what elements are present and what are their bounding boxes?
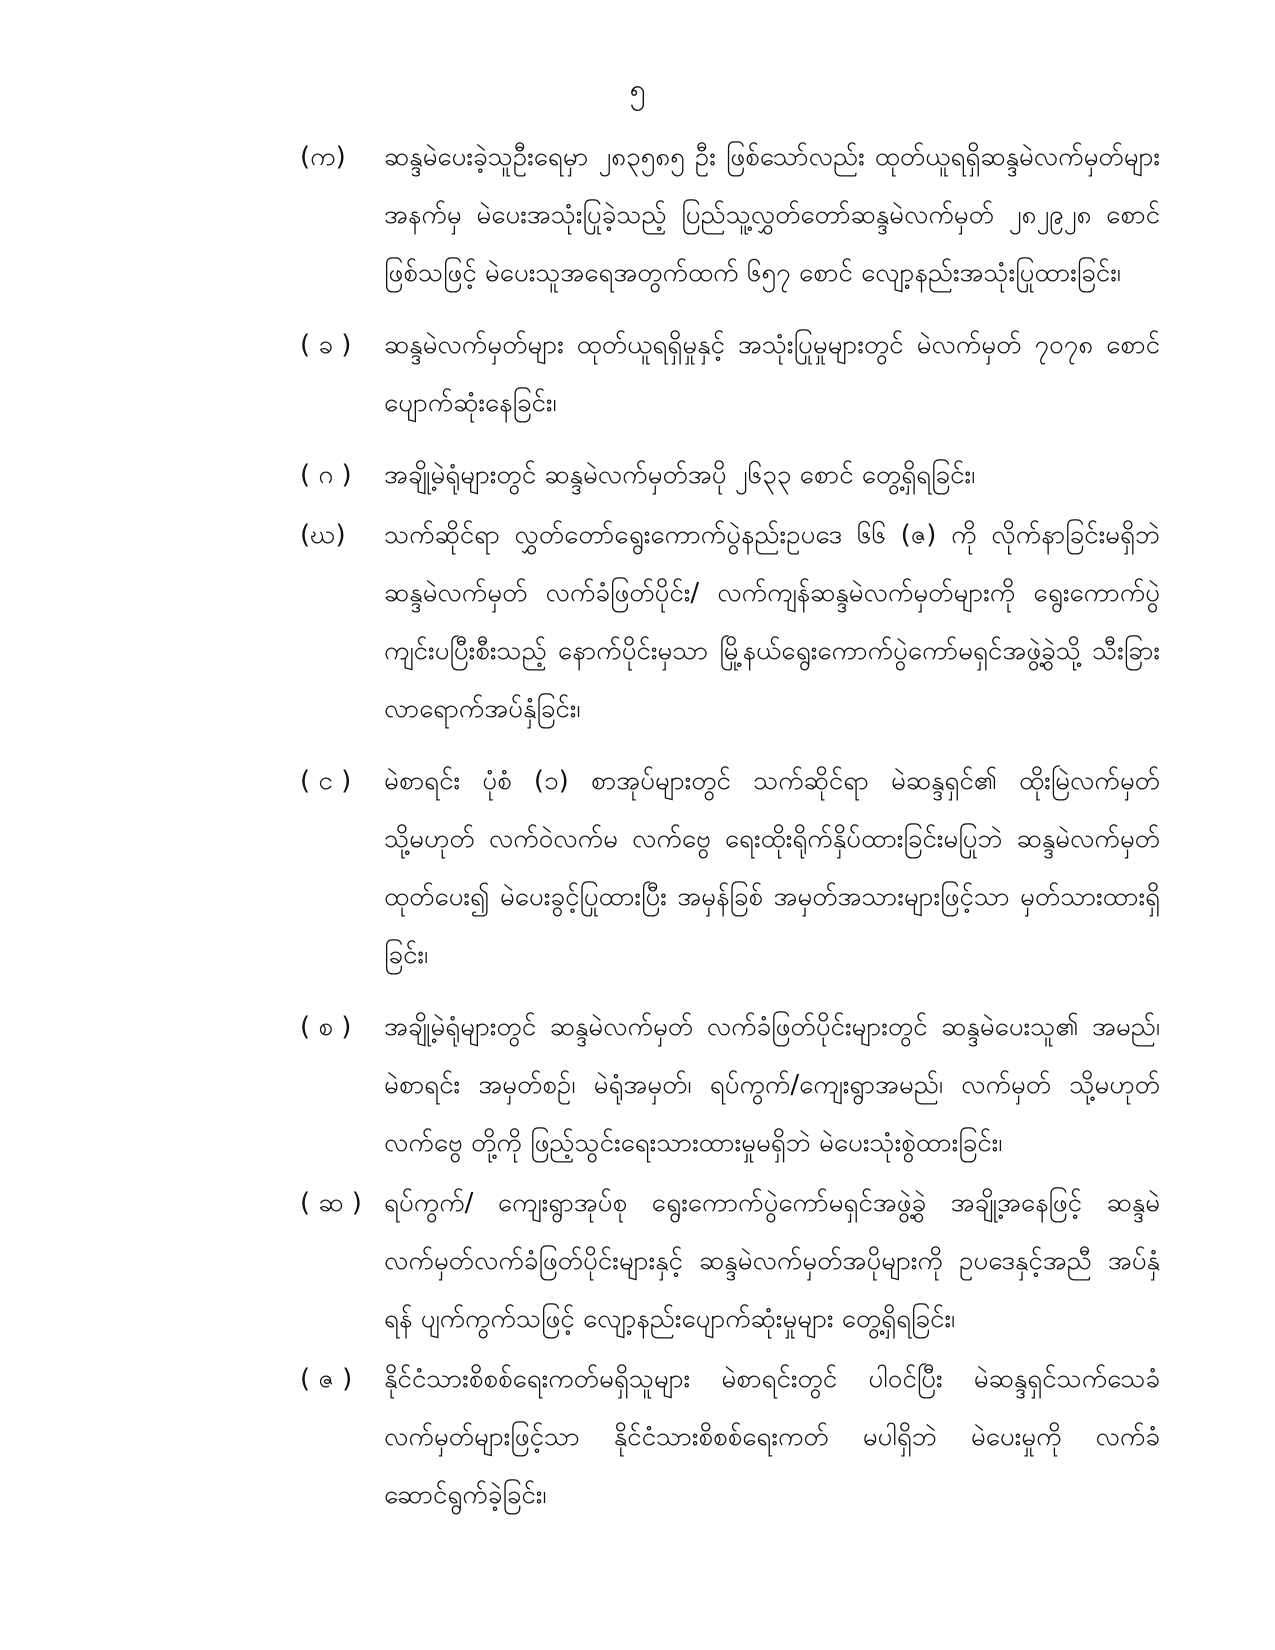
item-text: အချို့မဲရုံများတွင် ဆန္ဒမဲလက်မှတ် လက်ခံဖြတ်ပိုင်းများတွင် ဆန္ဒမဲပေးသူ၏ အမည်၊ မဲစာရင်း အမှတ်စဉ်၊ မဲရုံအမှတ်၊ ရပ်ကွက်/ကျေးရွာအမည်၊ လက်မှတ် သို့မဟုတ် လက်ဗွေ တို့ကို ဖြည့်သွင်းရေးသားထားမှုမရှိဘဲ မဲပေးသုံးစွဲထားခြင်း၊ xyxy=(384,1012,1160,1158)
item-text: သက်ဆိုင်ရာ လွှတ်တော်ရွေးကောက်ပွဲနည်းဥပဒေ ၆၆ (ဇ) ကို လိုက်နာခြင်းမရှိဘဲ ဆန္ဒမဲလက်မှတ် လက်ခံဖြတ်ပိုင်း/ လက်ကျန်ဆန္ဒမဲလက်မှတ်များကို ရွေးကောက်ပွဲကျင်းပပြီးစီးသည့် နောက်ပိုင်းမှသာ မြို့နယ်ရွေးကောက်ပွဲကော်မရှင်အဖွဲ့ခွဲသို့ သီးခြားလာရောက်အပ်နှံခြင်း၊ xyxy=(384,520,1160,724)
list-item xyxy=(300,998,1160,1172)
item-label: (က) xyxy=(300,142,346,172)
list-item xyxy=(300,128,1160,302)
item-text: ရပ်ကွက်/ ကျေးရွာအုပ်စု ရွေးကောက်ပွဲကော်မရှင်အဖွဲ့ခွဲ အချို့အနေဖြင့် ဆန္ဒမဲလက်မှတ်လက်ခံဖြတ်ပိုင်းများနှင့် ဆန္ဒမဲလက်မှတ်အပိုများကို ဥပဒေနှင့်အညီ အပ်နှံရန် ပျက်ကွက်သဖြင့် လျော့နည်းပျောက်ဆုံးမှုများ တွေ့ရှိရခြင်း၊ xyxy=(384,1188,1160,1334)
item-text: ဆန္ဒမဲလက်မှတ်များ ထုတ်ယူရရှိမှုနှင့် အသုံးပြုမှုများတွင် မဲလက်မှတ် ၇၀၇၈ စောင် ပျောက်ဆုံးနေခြင်း၊ xyxy=(384,330,1160,418)
list-item xyxy=(300,1174,1160,1348)
item-label: ( ခ ) xyxy=(300,330,352,360)
item-label: ( စ ) xyxy=(300,1012,352,1042)
item-text: ဆန္ဒမဲပေးခဲ့သူဦးရေမှာ ၂၈၃၅၈၅ ဦး ဖြစ်သော်လည်း ထုတ်ယူရရှိဆန္ဒမဲလက်မှတ်များအနက်မှ မဲပေးအသုံးပြုခဲ့သည့် ပြည်သူ့လွှတ်တော်ဆန္ဒမဲလက်မှတ် ၂၈၂၉၂၈ စောင် ဖြစ်သဖြင့် မဲပေးသူအရေအတွက်ထက် ၆၅၇ စောင် လျော့နည်းအသုံးပြုထားခြင်း၊ xyxy=(384,142,1160,288)
list-item xyxy=(300,1350,1160,1524)
page-number: ၅ xyxy=(629,73,646,106)
item-list xyxy=(300,128,1160,1524)
item-label: (ဃ) xyxy=(300,520,346,550)
list-item xyxy=(300,316,1160,432)
item-label: ( ဂ ) xyxy=(300,460,352,490)
item-label: ( ဆ ) xyxy=(300,1188,362,1218)
list-item xyxy=(300,752,1160,984)
list-item xyxy=(300,506,1160,738)
item-label: ( င ) xyxy=(300,766,352,796)
list-item xyxy=(300,446,1160,504)
item-text: နိုင်ငံသားစိစစ်ရေးကတ်မရှိသူများ မဲစာရင်းတွင် ပါဝင်ပြီး မဲဆန္ဒရှင်သက်သေခံ လက်မှတ်များဖြင့်သာ နိုင်ငံသားစိစစ်ရေးကတ် မပါရှိဘဲ မဲပေးမှုကို လက်ခံဆောင်ရွက်ခဲ့ခြင်း၊ xyxy=(384,1364,1160,1510)
item-label: ( ဇ ) xyxy=(300,1364,353,1394)
item-text: မဲစာရင်း ပုံစံ (၁) စာအုပ်များတွင် သက်ဆိုင်ရာ မဲဆန္ဒရှင်၏ ထိုးမြဲလက်မှတ် သို့မဟုတ် လက်ဝဲလက်မ လက်ဗွေ ရေးထိုးရိုက်နှိပ်ထားခြင်းမပြုဘဲ ဆန္ဒမဲလက်မှတ်ထုတ်ပေး၍ မဲပေးခွင့်ပြုထားပြီး အမှန်ခြစ် အမှတ်အသားများဖြင့်သာ မှတ်သားထားရှိခြင်း၊ xyxy=(384,766,1160,970)
item-text: အချို့မဲရုံများတွင် ဆန္ဒမဲလက်မှတ်အပို ၂၆၃၃ စောင် တွေ့ရှိရခြင်း၊ xyxy=(384,460,976,490)
